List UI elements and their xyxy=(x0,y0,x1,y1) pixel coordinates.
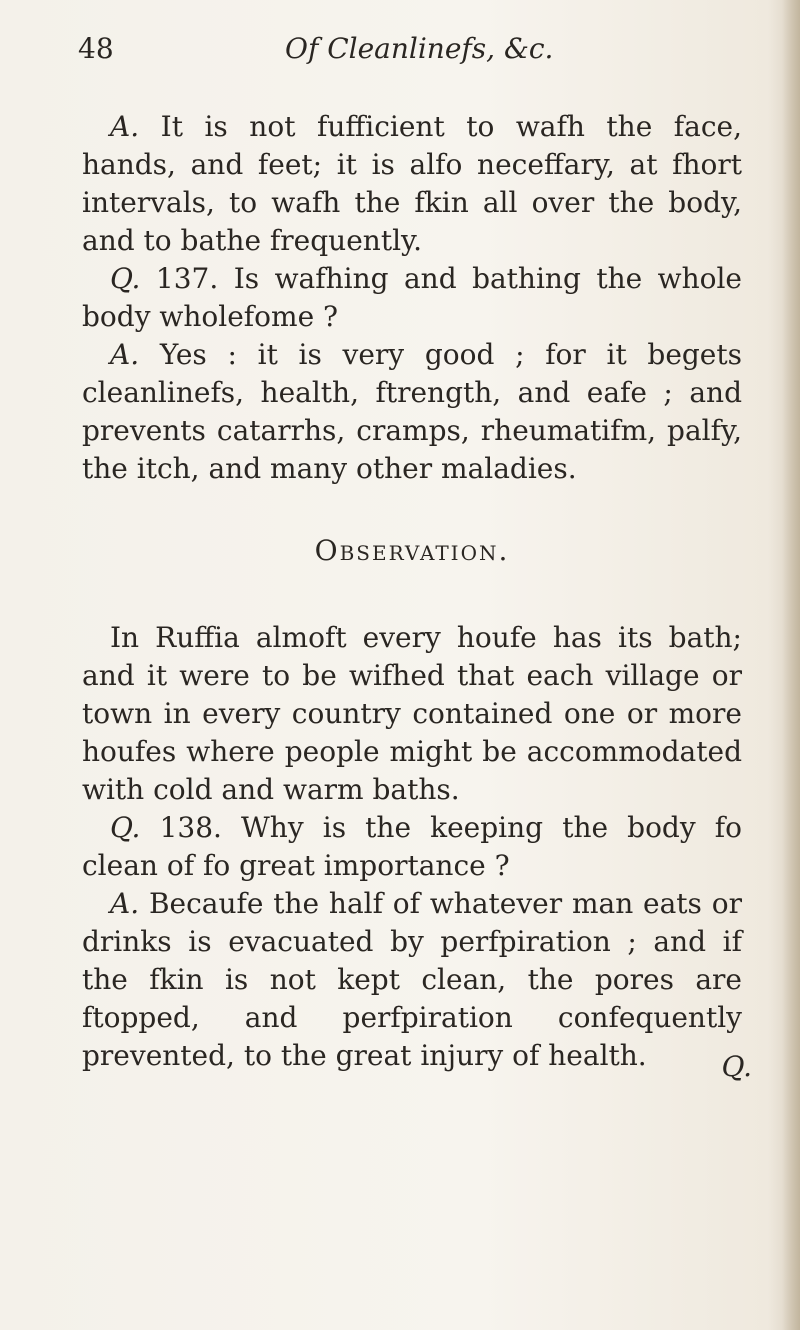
running-head-title: Of Cleanlinefs, &c. xyxy=(285,32,554,65)
paragraph-answer-137 xyxy=(82,336,742,488)
paragraph-answer-138 xyxy=(82,885,742,1075)
running-head xyxy=(78,30,718,74)
page-number: 48 xyxy=(78,32,114,65)
paragraph-answer-136 xyxy=(82,108,742,260)
body-text xyxy=(82,108,742,1075)
paragraph-question-138 xyxy=(82,809,742,885)
paragraph-text: Yes : it is very good ; for it begets cleanlinefs, health, ftrength, and eafe ; and prevents catarrhs, cramps, rheumatifm, palfy, the itch, and many other maladies. xyxy=(82,338,742,485)
speaker-label: A. xyxy=(110,110,140,143)
page-edge-shadow xyxy=(782,0,800,1330)
paragraph-observation xyxy=(82,619,742,809)
paragraph-text: 138. Why is the keeping the body fo clean of fo great importance ? xyxy=(82,811,742,882)
paragraph-text: In Ruffia almoft every houfe has its bath; and it were to be wifhed that each village or town in every country contained one or more houfes where people might be accommodated with cold and warm baths. xyxy=(82,621,742,806)
speaker-label: Q. xyxy=(110,811,141,844)
paragraph-text: 137. Is wafhing and bathing the whole body wholefome ? xyxy=(82,262,742,333)
paragraph-text: Becaufe the half of whatever man eats or drinks is evacuated by perfpiration ; and if the fkin is not kept clean, the pores are ftopped, and perfpiration confequently prevented, to the great injury of health. xyxy=(82,887,742,1072)
paragraph-text: It is not fufficient to wafh the face, hands, and feet; it is alfo neceffary, at fhort intervals, to wafh the fkin all over the body, and to bathe frequently. xyxy=(82,110,742,257)
section-heading: Observation. xyxy=(314,534,510,567)
paragraph-question-137 xyxy=(82,260,742,336)
speaker-label: Q. xyxy=(110,262,141,295)
catchword: Q. xyxy=(721,1050,752,1083)
speaker-label: A. xyxy=(110,338,140,371)
speaker-label: A. xyxy=(110,887,140,920)
